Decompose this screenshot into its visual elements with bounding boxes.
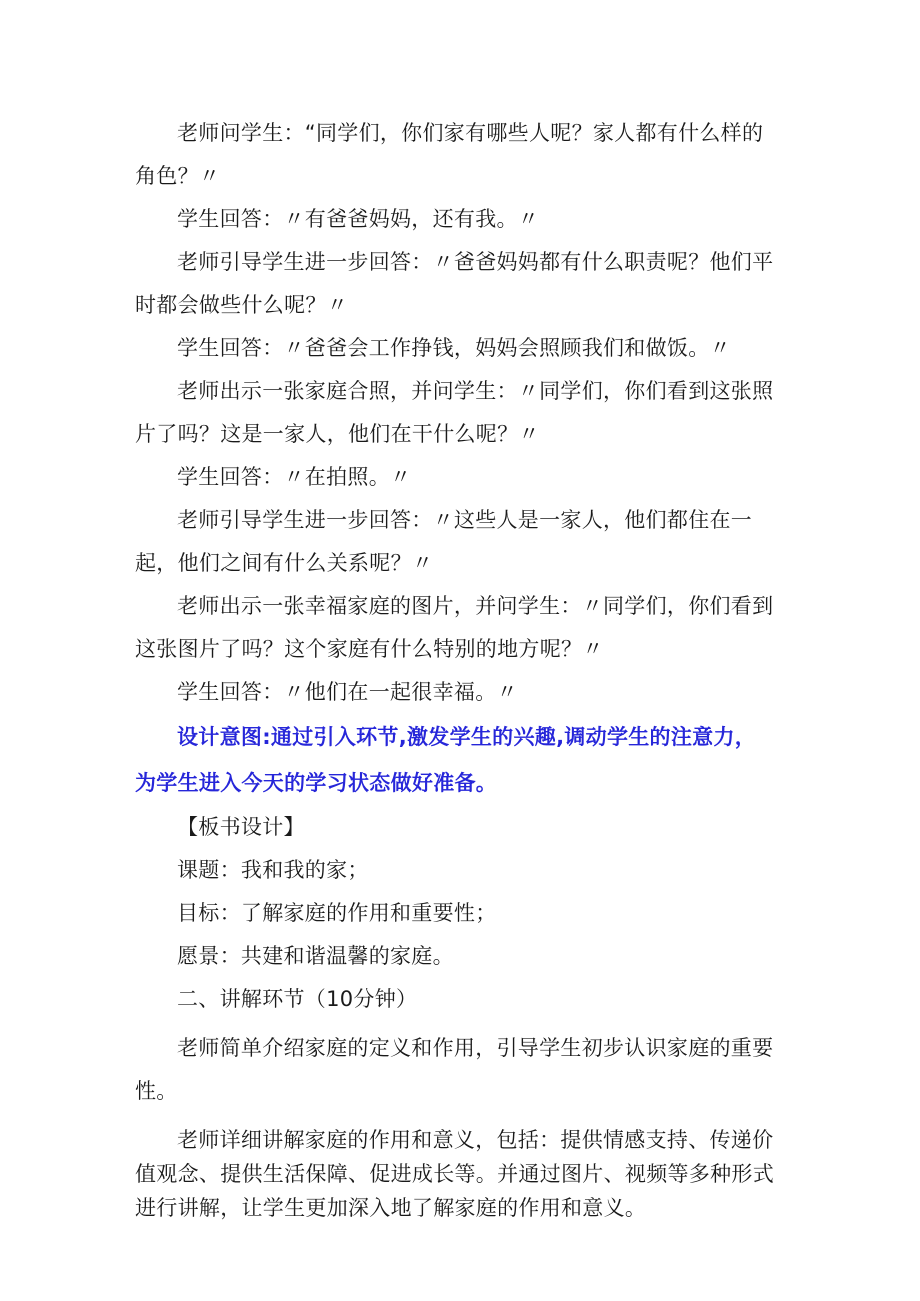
paragraph-teacher-show-happy-family: 老师出示一张幸福家庭的图片，并问学生：〃同学们，你们看到这张图片了吗？这个家庭有什么特别的地方呢？〃	[135, 594, 774, 661]
paragraph-student-answer-duties: 学生回答：〃爸爸会工作挣钱，妈妈会照顾我们和做饭。〃	[177, 336, 731, 360]
board-item-vision: 愿景：共建和谐温馨的家庭。	[177, 944, 454, 968]
design-intent: 设计意图:通过引入环节,激发学生的兴趣,调动学生的注意力，为学生进入今天的学习状态做好准备。	[135, 725, 757, 795]
paragraph-teacher-show-photo: 老师出示一张家庭合照，并问学生：〃同学们，你们看到这张照片了吗？这是一家人，他们在干什么呢？〃	[135, 379, 774, 446]
board-item-topic: 课题：我和我的家；	[177, 858, 369, 882]
section-heading-explanation: 二、讲解环节（10分钟）	[177, 987, 418, 1011]
paragraph-student-answer-happy: 学生回答：〃他们在一起很幸福。〃	[177, 680, 518, 704]
document-body	[135, 112, 775, 1225]
paragraph-student-answer-family: 学生回答：〃有爸爸妈妈，还有我。〃	[177, 207, 540, 231]
paragraph-intro-definition: 老师简单介绍家庭的定义和作用，引导学生初步认识家庭的重要性。	[135, 1036, 774, 1103]
board-item-goal: 目标：了解家庭的作用和重要性；	[177, 901, 497, 925]
board-design-heading: 【板书设计】	[177, 815, 305, 839]
paragraph-teacher-question-family: 老师问学生：“同学们，你们家有哪些人呢？家人都有什么样的角色？〃	[135, 121, 764, 188]
paragraph-teacher-guide-relations: 老师引导学生进一步回答：〃这些人是一家人，他们都住在一起，他们之间有什么关系呢？〃	[135, 508, 753, 575]
paragraph-teacher-guide-duties: 老师引导学生进一步回答：〃爸爸妈妈都有什么职责呢？他们平时都会做些什么呢？〃	[135, 250, 774, 317]
paragraph-detailed-explanation: 老师详细讲解家庭的作用和意义，包括：提供情感支持、传递价值观念、提供生活保障、促进成长等。并通过图片、视频等多种形式进行讲解，让学生更加深入地了解家庭的作用和意义。	[135, 1128, 774, 1220]
paragraph-student-answer-photo: 学生回答：〃在拍照。〃	[177, 465, 412, 489]
